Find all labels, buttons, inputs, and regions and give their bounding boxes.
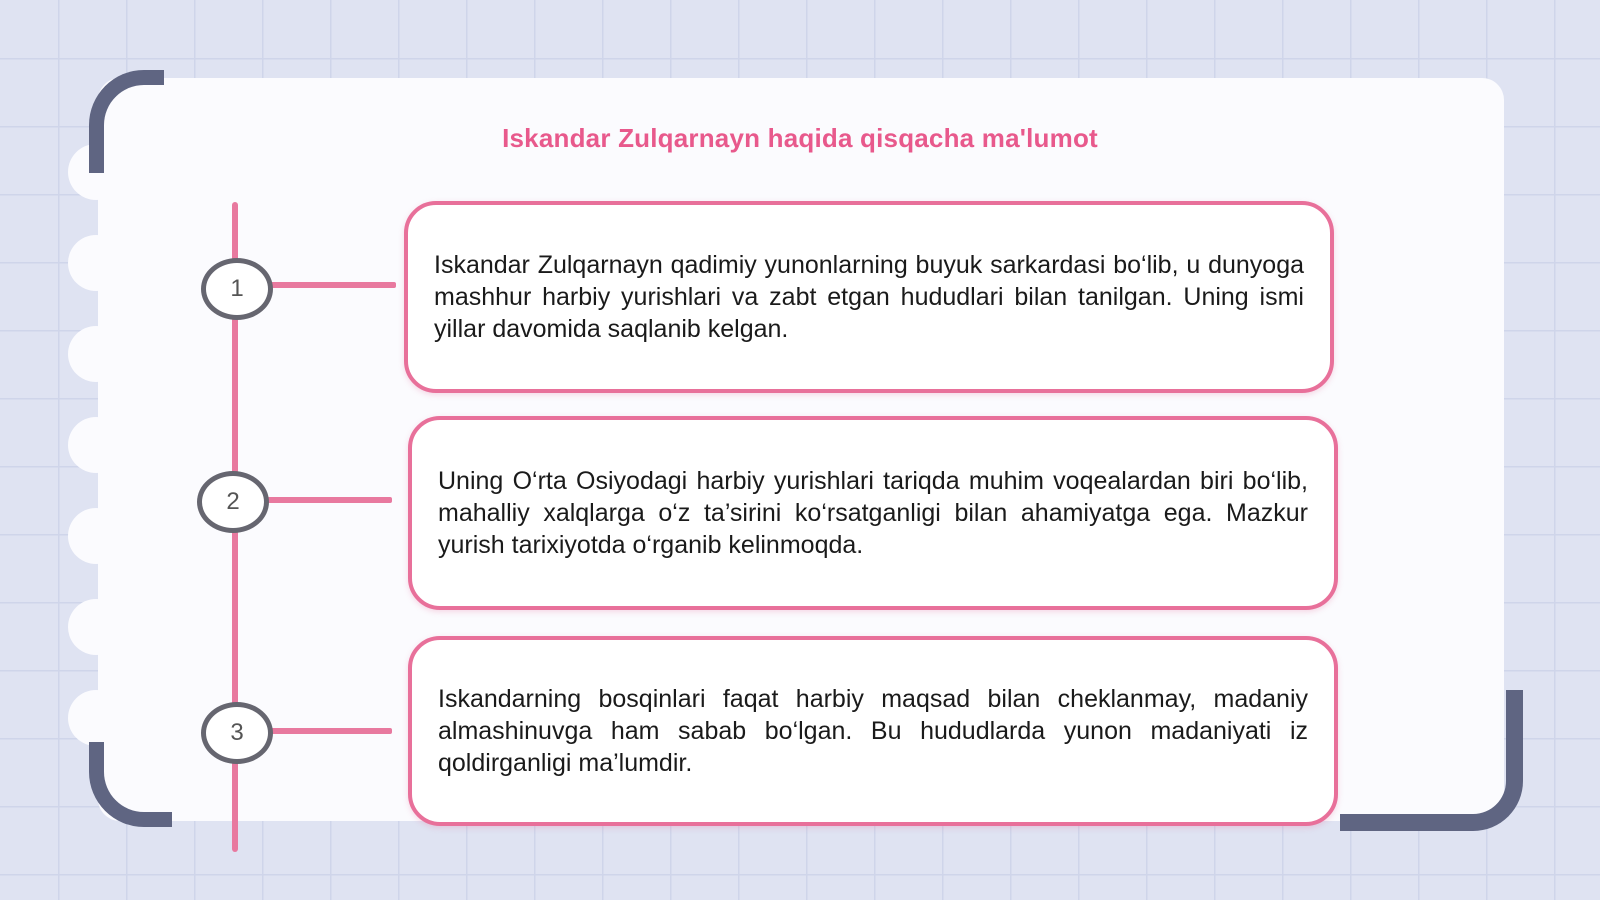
- info-card-2: [408, 416, 1338, 610]
- frame-corner-bottom-left: [89, 742, 172, 827]
- timeline-number-1: 1: [201, 258, 273, 320]
- frame-corner-bottom-right: [1340, 690, 1523, 831]
- timeline-connector: [264, 728, 392, 734]
- timeline-number-3: 3: [201, 702, 273, 764]
- info-card-text: Uning O‘rta Osiyodagi harbiy yurishlari tariqda muhim voqealardan biri bo‘lib, mahalliy xalqlarga o‘z ta’sirini ko‘rsatganligi bilan ahamiyatga ega. Mazkur yurish tarixiyotda o‘rganib kelinmoqda.: [438, 467, 1308, 559]
- frame-corner-top-left: [89, 70, 164, 173]
- paper-scallop: [68, 690, 124, 746]
- info-card-text: Iskandarning bosqinlari faqat harbiy maqsad bilan cheklanmay, madaniy almashinuvga ham sabab bo‘lgan. Bu hududlarda yunon madaniyati iz qoldirganligi ma’lumdir.: [438, 685, 1308, 777]
- paper-scallop: [68, 326, 124, 382]
- slide-title: Iskandar Zulqarnayn haqida qisqacha ma'lumot: [502, 123, 1098, 153]
- paper-scallop: [68, 508, 124, 564]
- timeline-connector: [264, 282, 396, 288]
- timeline-connector: [260, 497, 392, 503]
- paper-scallop: [68, 599, 124, 655]
- info-card-1: [404, 201, 1334, 393]
- paper-scallop: [68, 417, 124, 473]
- paper-scallop: [68, 235, 124, 291]
- info-card-text: Iskandar Zulqarnayn qadimiy yunonlarning buyuk sarkardasi bo‘lib, u dunyoga mashhur harbiy yurishlari va zabt etgan hududlari bilan tanilgan. Uning ismi yillar davomida saqlanib kelgan.: [434, 251, 1304, 343]
- info-card-3: [408, 636, 1338, 826]
- timeline-number-2: 2: [197, 471, 269, 533]
